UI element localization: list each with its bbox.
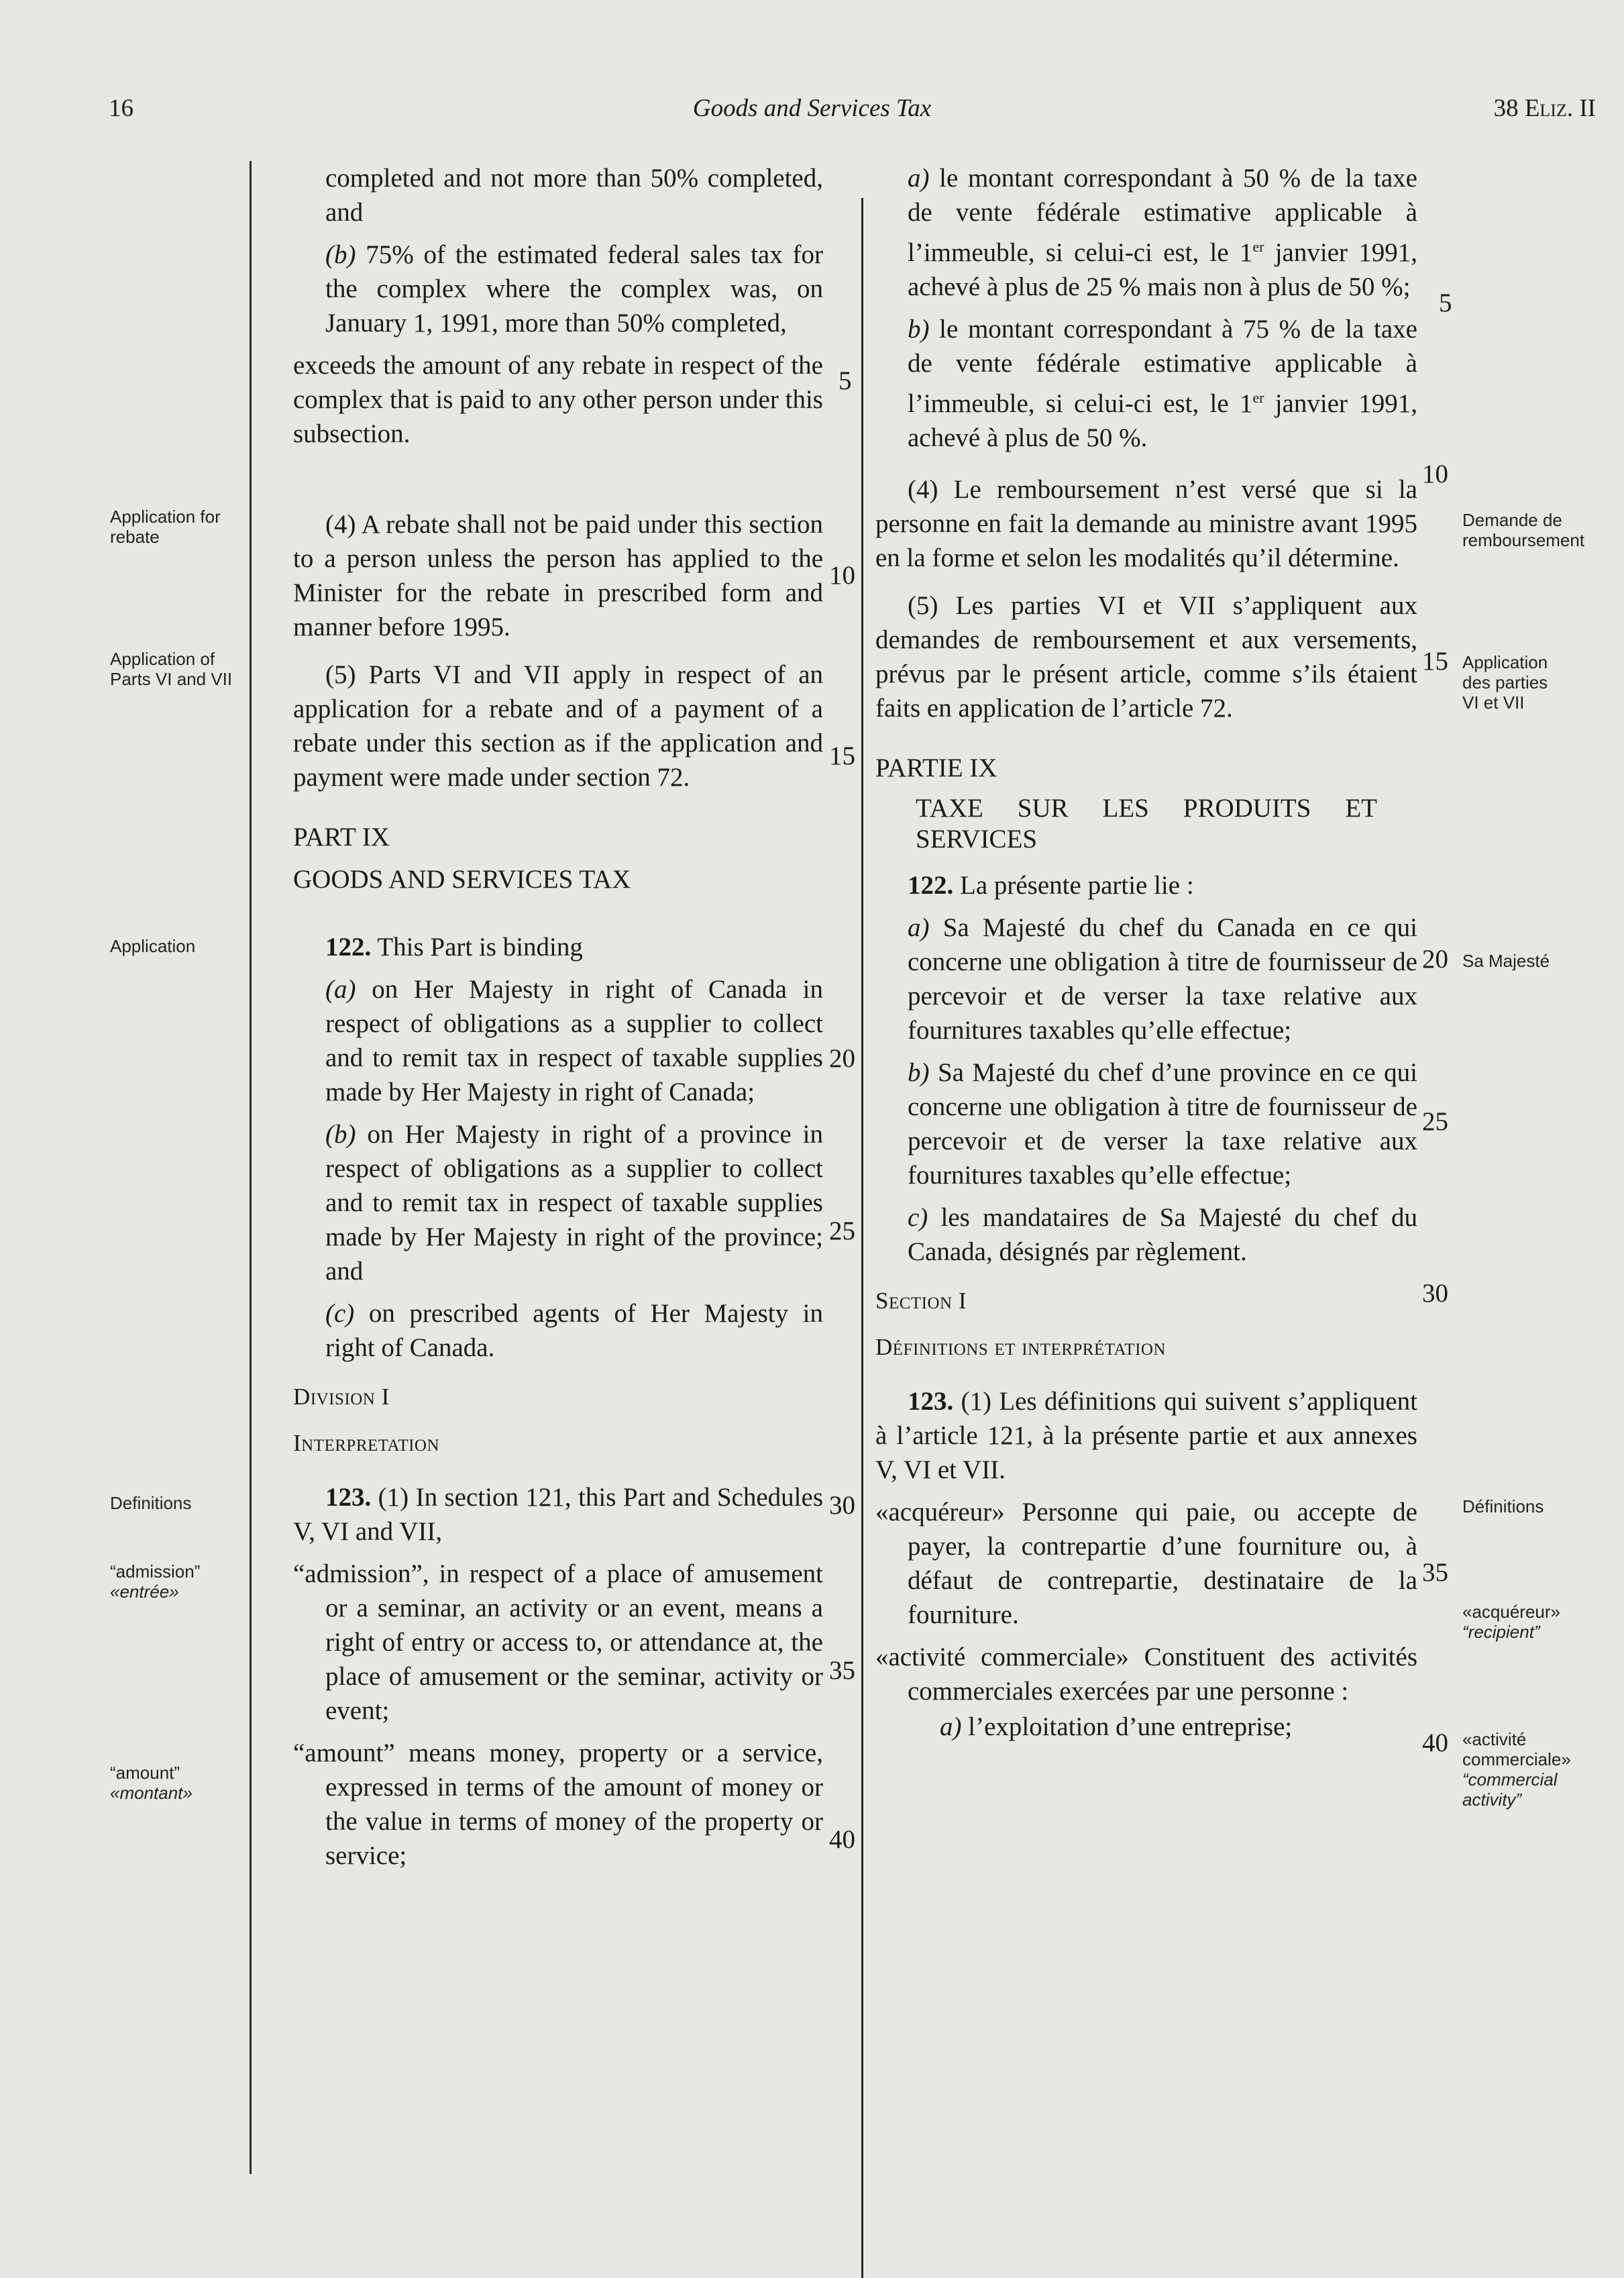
line-number-en: 5 (838, 366, 852, 395)
line-number-fr: 30 (1422, 1279, 1448, 1308)
line-number-fr: 35 (1422, 1558, 1448, 1587)
interpretation-heading: Interpretation (293, 1430, 440, 1456)
section-123-fr: 123. (1) Les définitions qui suivent s’appliquent à l’article 121, à la présente partie et aux annexes V, VI et VII. (875, 1387, 1417, 1484)
definition-activite-a: a) l’exploitation d’une entreprise; (940, 1712, 1293, 1741)
subsection-5: (5) Parts VI and VII apply in respect of an application for a rebate and of a payment of a rebate under this section as if the application and payment were made under section 72. (293, 660, 823, 792)
paragraph-b2-fr: b) Sa Majesté du chef d’une province en ce qui concerne une obligation à titre de fournisseur de percevoir et de verser la taxe relative aux fournitures taxables qu’elle effectue; (908, 1058, 1417, 1190)
line-number-en: 35 (829, 1656, 855, 1685)
line-number-en: 40 (829, 1825, 855, 1854)
left-column-rule (250, 161, 252, 2174)
section-122: 122. This Part is binding (325, 933, 583, 962)
definitions-heading-fr: Définitions et interprétation (875, 1334, 1167, 1360)
part-heading-fr: PARTIE IX (875, 754, 997, 782)
margin-note-amount: “amount” «montant» (110, 1763, 193, 1803)
line-number-fr: 15 (1422, 647, 1448, 676)
center-column-rule (861, 198, 863, 2278)
margin-note-application: Application (110, 936, 196, 956)
line-number-fr: 10 (1422, 460, 1448, 488)
paragraph-b2: (b) on Her Majesty in right of a province in respect of obligations as a supplier to collect and to remit tax in respect of taxable supplies made by Her Majesty in right of the province; and (325, 1120, 823, 1286)
line-number-fr: 20 (1422, 945, 1448, 974)
paragraph-a: (a) on Her Majesty in right of Canada in respect of obligations as a supplier to collect and to remit tax in respect of taxable supplies made by Her Majesty in right of Canada; (325, 975, 823, 1106)
definition-activite: «activité commerciale» Constituent des activités commerciales exercées par une personne : (875, 1643, 1417, 1706)
section-heading-fr: Section I (875, 1288, 967, 1314)
line-number-en: 15 (829, 741, 855, 770)
paragraph-c-fr: c) les mandataires de Sa Majesté du chef du Canada, désignés par règlement. (908, 1203, 1417, 1266)
margin-note-demande: Demande de remboursement (1462, 510, 1585, 550)
definition-amount: “amount” means money, property or a service, expressed in terms of the amount of money or the value in terms of money of the property or service; (293, 1739, 823, 1870)
line-number-en: 20 (829, 1044, 855, 1073)
running-title: Goods and Services Tax (692, 95, 932, 122)
margin-note-definitions-fr: Définitions (1462, 1496, 1544, 1516)
line-number-fr: 40 (1422, 1728, 1448, 1757)
continuation-text: completed and not more than 50% completed, and (325, 164, 823, 227)
line-number-fr: 5 (1439, 289, 1452, 317)
part-title: GOODS AND SERVICES TAX (293, 865, 631, 894)
line-number-en: 30 (829, 1491, 855, 1520)
french-column (875, 161, 1417, 1752)
margin-note-sa-majeste: Sa Majesté (1462, 951, 1550, 971)
line-number-en: 10 (829, 561, 855, 590)
english-column (293, 161, 823, 1881)
margin-note-admission: “admission” «entrée» (110, 1561, 201, 1602)
subsection-5-fr: (5) Les parties VI et VII s’appliquent aux demandes de remboursement et aux versements, prévus par le présent article, comme s’ils étaient faits en application de l’article 72. (875, 591, 1417, 723)
paragraph-a2-fr: a) Sa Majesté du chef du Canada en ce qui concerne une obligation à titre de fournisseur de percevoir et de verser la taxe relative aux fournitures taxables qu’elle effectue; (908, 913, 1417, 1045)
paragraph-c: (c) on prescribed agents of Her Majesty in right of Canada. (325, 1299, 823, 1362)
definition-acquereur: «acquéreur» Personne qui paie, ou accepte de payer, la contrepartie d’une fourniture ou, à défaut de contrepartie, destinataire de la fourniture. (875, 1498, 1417, 1629)
margin-note-activite: «activité commerciale» “commercial activity” (1462, 1729, 1571, 1810)
division-heading: Division I (293, 1384, 390, 1410)
line-number-en: 25 (829, 1216, 855, 1245)
paragraph-b-fr: b) le montant correspondant à 75 % de la taxe de vente fédérale estimative applicable à l’immeuble, si celui-ci est, le 1er janvier 1991, achevé à plus de 50 %. (908, 315, 1417, 452)
margin-note-application-for-rebate: Application for rebate (110, 507, 221, 547)
section-122-fr: 122. La présente partie lie : (908, 871, 1194, 900)
part-heading: PART IX (293, 823, 390, 851)
margin-note-acquereur: «acquéreur» “recipient” (1462, 1602, 1560, 1642)
regnal-year: 38 Eliz. II (1493, 95, 1596, 122)
part-title-fr: TAXE SUR LES PRODUITS ET SERVICES (916, 794, 1377, 853)
page-number: 16 (109, 95, 133, 122)
margin-note-application-parts: Application of Parts VI and VII (110, 649, 233, 689)
section-123: 123. (1) In section 121, this Part and Schedules V, VI and VII, (293, 1483, 823, 1546)
line-number-fr: 25 (1422, 1107, 1448, 1136)
margin-note-definitions: Definitions (110, 1493, 192, 1513)
definition-admission: “admission”, in respect of a place of amusement or a seminar, an activity or an event, means a right of entry or access to, or attendance at, the place of amusement or the seminar, activity or event; (293, 1559, 823, 1725)
paragraph-a-fr: a) le montant correspondant à 50 % de la taxe de vente fédérale estimative applicable à l’immeuble, si celui-ci est, le 1er janvier 1991, achevé à plus de 25 % mais non à plus de 50 %; (908, 164, 1417, 301)
subsection-4-fr: (4) Le remboursement n’est versé que si la personne en fait la demande au ministre avant 1995 en la forme et selon les modalités qu’il détermine. (875, 475, 1417, 572)
paragraph-b: (b) 75% of the estimated federal sales tax for the complex where the complex was, on January 1, 1991, more than 50% completed, (325, 240, 823, 338)
exceeds-text: exceeds the amount of any rebate in respect of the complex that is paid to any other person under this subsection. (293, 351, 823, 448)
margin-note-application-parties: Application des parties VI et VII (1462, 652, 1548, 713)
subsection-4: (4) A rebate shall not be paid under this section to a person unless the person has applied to the Minister for the rebate in prescribed form and manner before 1995. (293, 510, 823, 641)
